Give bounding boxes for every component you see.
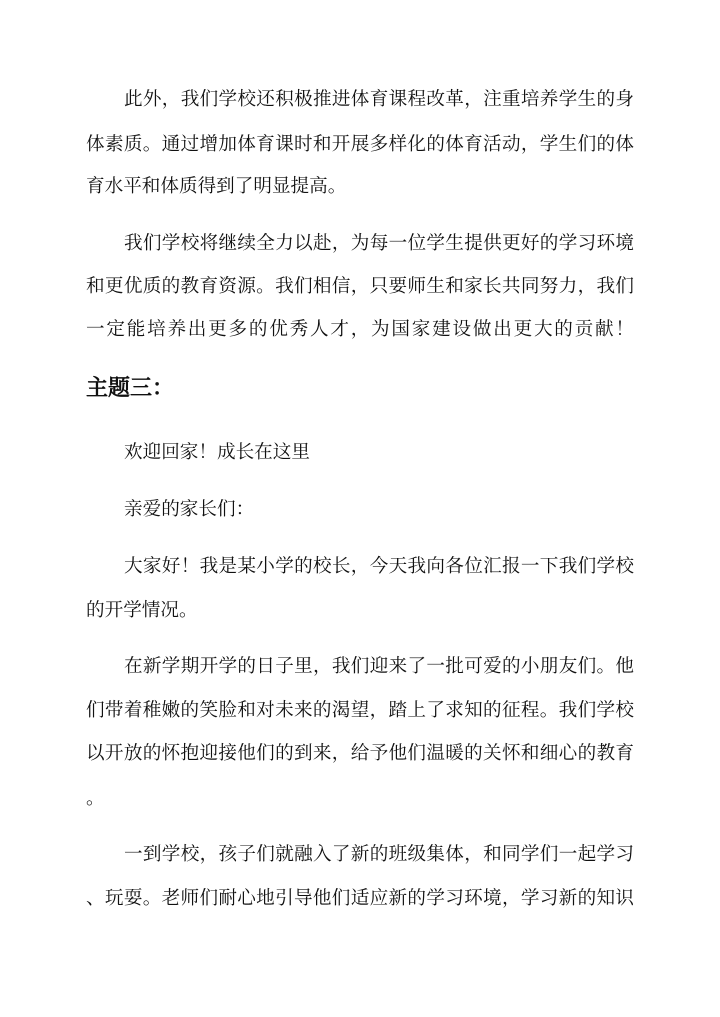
salutation-line: 亲爱的家长们： [124,499,255,520]
paragraph-line: 一到学校，孩子们就融入了新的班级集体，和同学们一起学习 [124,844,634,865]
paragraph-line: 大家好！我是某小学的校长，今天我向各位汇报一下我们学校 [124,556,634,577]
paragraph-line: 在新学期开学的日子里，我们迎来了一批可爱的小朋友们。他 [124,656,634,677]
section-heading: 主题三： [86,375,175,401]
paragraph-line: 体素质。通过增加体育课时和开展多样化的体育活动，学生们的体 [86,134,634,155]
paragraph-line: 此外，我们学校还积极推进体育课程改革，注重培养学生的身 [124,89,634,110]
paragraph-line: 、玩耍。老师们耐心地引导他们适应新的学习环境，学习新的知识 [86,888,634,909]
paragraph-line: 。 [86,788,105,809]
section-title-line: 欢迎回家！成长在这里 [124,442,310,463]
paragraph-line: 以开放的怀抱迎接他们的到来，给予他们温暖的关怀和细心的教育 [86,743,634,764]
paragraph-line: 我们学校将继续全力以赴，为每一位学生提供更好的学习环境 [124,233,634,254]
paragraph-line: 育水平和体质得到了明显提高。 [86,176,347,197]
paragraph-line: 一定能培养出更多的优秀人才，为国家建设做出更大的贡献！ [86,319,634,340]
paragraph-line: 和更优质的教育资源。我们相信，只要师生和家长共同努力，我们 [86,276,634,297]
paragraph-line: 们带着稚嫩的笑脸和对未来的渴望，踏上了求知的征程。我们学校 [86,700,634,721]
paragraph-line: 的开学情况。 [86,600,198,621]
